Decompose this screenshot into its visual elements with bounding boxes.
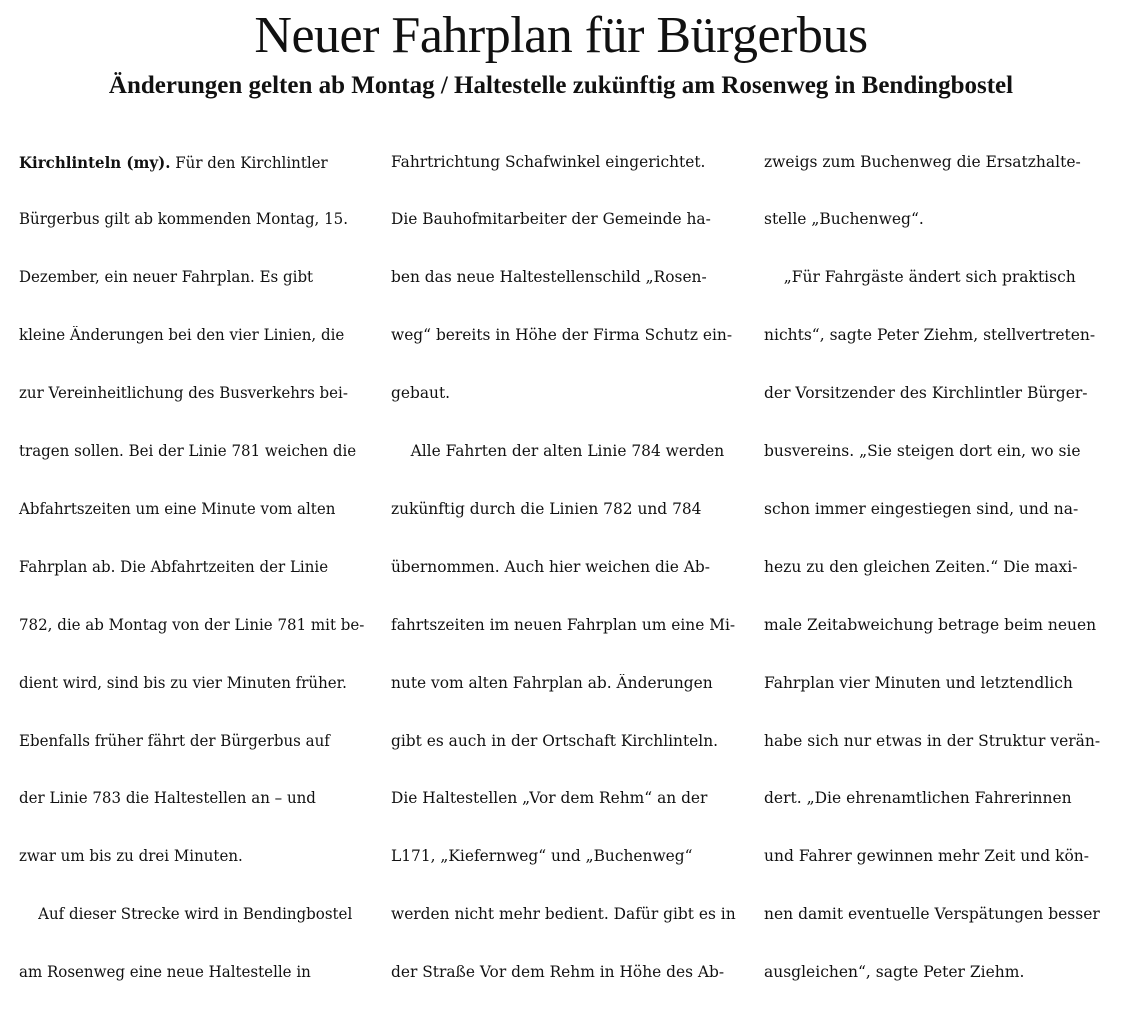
article-column-3: [764, 114, 1100, 1021]
column-line: schon immer eingestiegen sind, und na-: [764, 499, 1079, 518]
column-line: werden nicht mehr bedient. Dafür gibt es in: [391, 905, 736, 924]
article-column-1: [19, 114, 375, 1021]
column-line: der Linie 783 die Haltestellen an – und: [19, 789, 316, 808]
column-line: kleine Änderungen bei den vier Linien, die: [19, 326, 345, 345]
column-line: zur Vereinheitlichung des Busverkehrs bei-: [19, 384, 348, 403]
column-line: dient wird, sind bis zu vier Minuten früher.: [19, 673, 347, 692]
column-line: am Rosenweg eine neue Haltestelle in: [19, 963, 311, 982]
column-line: zwar um bis zu drei Minuten.: [19, 847, 243, 866]
column-line: Die Bauhofmitarbeiter der Gemeinde ha-: [391, 210, 711, 229]
column-line-text: Für den Kirchlintler: [170, 153, 328, 172]
dateline: Kirchlinteln (my).: [19, 152, 171, 172]
column-line: der Straße Vor dem Rehm in Höhe des Ab-: [391, 963, 725, 982]
column-line: Alle Fahrten der alten Linie 784 werden: [391, 442, 725, 461]
subheadline: Änderungen gelten ab Montag / Haltestelle zukünftig am Rosenweg in Bendingbostel: [108, 72, 1014, 99]
column-line: hezu zu den gleichen Zeiten.“ Die maxi-: [764, 557, 1078, 576]
column-line: tragen sollen. Bei der Linie 781 weichen die: [19, 442, 357, 461]
column-line: nute vom alten Fahrplan ab. Änderungen: [391, 673, 713, 692]
column-line: „Für Fahrgäste ändert sich praktisch: [764, 268, 1076, 287]
column-line: und Fahrer gewinnen mehr Zeit und kön-: [764, 847, 1090, 866]
column-line: L171, „Kiefernweg“ und „Buchenweg“: [391, 847, 693, 866]
column-line: gibt es auch in der Ortschaft Kirchlinteln.: [391, 731, 719, 750]
column-line: Fahrtrichtung Schafwinkel eingerichtet.: [391, 152, 706, 171]
column-line: 782, die ab Montag von der Linie 781 mit be-: [19, 615, 365, 634]
column-line: busvereins. „Sie steigen dort ein, wo sie: [764, 442, 1081, 461]
headline: Neuer Fahrplan für Bürgerbus: [254, 7, 868, 64]
column-line: zweigs zum Buchenweg die Ersatzhalte-: [764, 152, 1081, 171]
column-line: habe sich nur etwas in der Struktur verän-: [764, 731, 1101, 750]
column-line: dert. „Die ehrenamtlichen Fahrerinnen: [764, 789, 1072, 808]
column-line: übernommen. Auch hier weichen die Ab-: [391, 557, 710, 576]
column-line: Dezember, ein neuer Fahrplan. Es gibt: [19, 268, 314, 287]
column-line: Bürgerbus gilt ab kommenden Montag, 15.: [19, 210, 349, 229]
article-column-2: [391, 114, 738, 1021]
column-line: gebaut.: [391, 384, 451, 403]
column-line: Abfahrtszeiten um eine Minute vom alten: [19, 499, 336, 518]
column-line: zukünftig durch die Linien 782 und 784: [391, 499, 702, 518]
column-line: male Zeitabweichung betrage beim neuen: [764, 615, 1097, 634]
column-line: weg“ bereits in Höhe der Firma Schutz ein-: [391, 326, 733, 345]
column-line: nichts“, sagte Peter Ziehm, stellvertreten-: [764, 326, 1096, 345]
column-line: nen damit eventuelle Verspätungen besser: [764, 905, 1100, 924]
column-line: Ebenfalls früher fährt der Bürgerbus auf: [19, 731, 330, 750]
column-line: fahrtszeiten im neuen Fahrplan um eine Mi-: [391, 615, 736, 634]
column-line: ausgleichen“, sagte Peter Ziehm.: [764, 963, 1025, 982]
column-line: ben das neue Haltestellenschild „Rosen-: [391, 268, 707, 287]
column-line: Die Haltestellen „Vor dem Rehm“ an der: [391, 789, 708, 808]
column-line: Fahrplan ab. Die Abfahrtzeiten der Linie: [19, 557, 329, 576]
column-line: Fahrplan vier Minuten und letztendlich: [764, 673, 1073, 692]
column-line: Auf dieser Strecke wird in Bendingbostel: [19, 905, 353, 924]
column-line: der Vorsitzender des Kirchlintler Bürger-: [764, 384, 1088, 403]
column-line: [19, 153, 364, 172]
column-line: stelle „Buchenweg“.: [764, 210, 924, 229]
